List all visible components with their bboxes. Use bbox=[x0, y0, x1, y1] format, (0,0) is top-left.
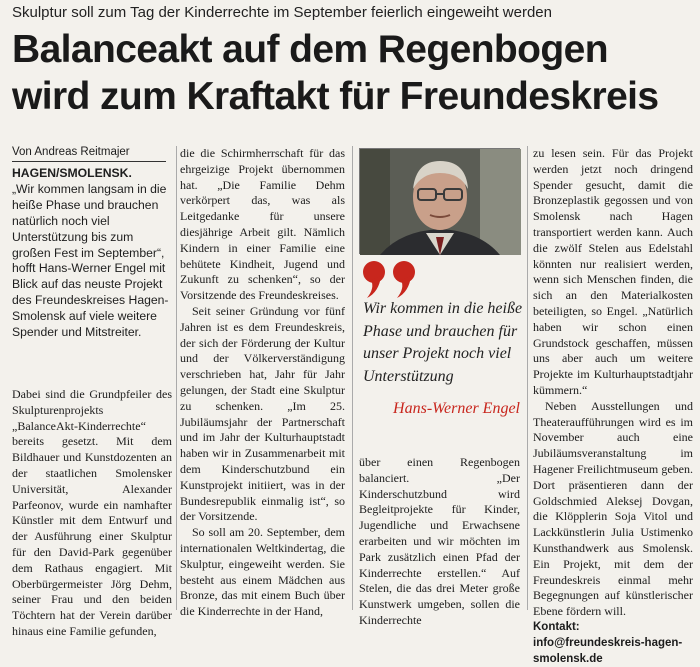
headline-line-2: wird zum Kraftakt für Freundeskreis bbox=[12, 75, 659, 118]
intro-text: „Wir kommen langsam in die heiße Phase und brauchen natürlich noch viel Unterstützung bis zum großen Fest im September“, hofft Hans-Werner Engel mit Blick auf das neuste Projekt des Freundeskreises Hagen-Smolensk auf viele weitere Spender und Mitstreiter. bbox=[12, 181, 169, 340]
quote-author: Hans-Werner Engel bbox=[393, 400, 520, 417]
column-4-paragraph: zu lesen sein. Für das Projekt werden jetzt noch dringend Spender gesucht, damit die Bronzeplastik gegossen und von Smolensk nach Hagen transportiert werden kann. Auch die zwölf Stelen aus Edelstahl könnten nur realisiert werden, wenn sich Menschen finden, die sich an den Materialkosten beteiligten, so Engel. „Natürlich haben wir schon einen Grundstock geschaffen, müssen uns aber auch um weitere Projekte im Kulturhauptstadtjahr kümmern.“ bbox=[533, 146, 693, 397]
column-2 bbox=[180, 146, 345, 620]
column-1-paragraph: Dabei sind die Grundpfeiler des Skulpturenprojekts „BalanceAkt-Kinderrechte“ bereits gesetzt. Mit dem Bildhauer und Kunstdozenten an der staatlichen Smolensker Universität, Alexander Parfeonov, wurde ein namhafter Künstler mit dem Entwurf und der Ausführung einer Skulptur für den David-Park gegenüber dem Rathaus engagiert. Mit Oberbürgermeister Jörg Dehm, seiner Frau und den beiden Töchtern hat der Verein darüber hinaus eine Familie gefunden, bbox=[12, 387, 172, 638]
column-4 bbox=[533, 146, 693, 667]
headline-line-1: Balanceakt auf dem Regenbogen bbox=[12, 28, 608, 71]
column-2-paragraph: Seit seiner Gründung vor fünf Jahren ist es dem Freundeskreis, der sich der Förderung der Kultur und der Völkerverständigung verschrieben hat, Jahr für Jahr gelungen, der Stadt eine Skulptur zu schenken. „Im 25. Jubiläumsjahr der Partnerschaft und im Jahr der Kulturhauptstadt haben wir in Zusammenarbeit mit dem Kinderschutzbund ein Kunstprojekt initiiert, was in der Bundesrepublik einmalig ist“, so der Vorsitzende. bbox=[180, 303, 345, 524]
quote-marks-icon bbox=[361, 260, 421, 300]
column-divider bbox=[352, 146, 353, 610]
kicker: Skulptur soll zum Tag der Kinderrechte im September feierlich eingeweiht werden bbox=[12, 4, 552, 21]
byline: Von Andreas Reitmajer bbox=[12, 146, 166, 162]
column-3-paragraph: über einen Regenbogen balanciert. „Der Kinderschutzbund wird Begleitprojekte für Kinder, Jugendliche und Erwachsene erarbeiten und wir möchten im Park zusätzlich einen Pfad der Kinderrechte erstellen.“ Auf Stelen, die das drei Meter große Kunstwerk umgeben, sollen die Kinderrechte bbox=[359, 455, 520, 627]
dateline: HAGEN/SMOLENSK. bbox=[12, 166, 132, 180]
column-2-paragraph: die die Schirmherrschaft für das ehrgeizige Projekt übernommen hat. „Die Familie Dehm verkörpert das, was als Leitgedanke für unsere diesjährige Arbeit gilt. Nämlich Kindern in einer Familie eine behütete Kindheit, Jugend und Zukunft zu schenken“, so der Vorsitzende des Freundeskreises. bbox=[180, 146, 345, 303]
column-3 bbox=[359, 455, 520, 629]
contact-email: info@freundeskreis-hagen-smolensk.de bbox=[533, 636, 683, 665]
intro-paragraph bbox=[12, 166, 172, 341]
column-divider bbox=[527, 146, 528, 610]
portrait-photo bbox=[359, 148, 520, 254]
headline bbox=[12, 26, 692, 120]
column-4-paragraph: Neben Ausstellungen und Theateraufführungen wird es im November auch eine Jubiläumsveranstaltung im Hagener Freilichtmuseum geben. Dort präsentieren dann der Goldschmied Aleksej Dovgan, die Klöpplerin Soja Vitol und Lackkünstlerin Julia Ustimenko Kunsthandwerk aus Smolensk. Ein Projekt, mit dem der Freundeskreis einmal mehr Begegnungen auf künstlerischer Ebene fördern will. bbox=[533, 398, 693, 619]
contact-line bbox=[533, 620, 693, 667]
column-divider bbox=[176, 146, 177, 610]
pull-quote bbox=[359, 260, 523, 425]
contact-label: Kontakt: bbox=[533, 620, 580, 633]
column-2-paragraph: So soll am 20. September, dem internationalen Weltkindertag, die Skulptur, eingeweiht werden. Sie besteht aus einem Mädchen aus Bronze, das mit einem Buch über die Kinderrechte in der Hand, bbox=[180, 525, 345, 619]
portrait-illustration bbox=[360, 149, 521, 255]
quote-text: Wir kommen in die heiße Phase und brauchen für unser Projekt noch viel Unterstützung bbox=[363, 300, 523, 385]
column-1 bbox=[12, 387, 172, 640]
